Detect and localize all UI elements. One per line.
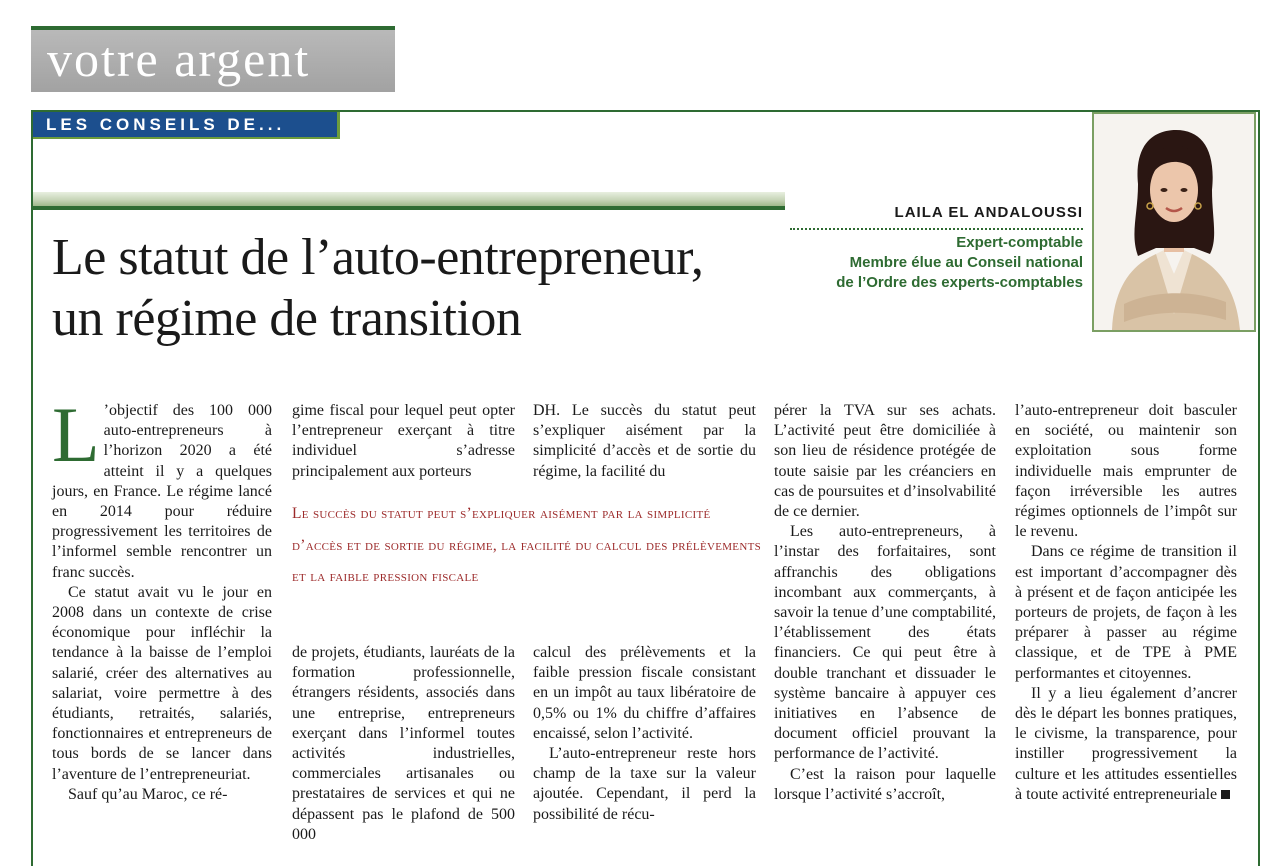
paragraph: gime fiscal pour lequel peut opter l’entrepreneur exerçant à titre individuel s’adresse principalement aux porteurs bbox=[292, 402, 515, 480]
paragraph: calcul des prélèvements et la faible pression fiscale consistant en un impôt au taux libératoire de 0,5% ou 1% du chiffre d’affaires encaissé, selon l’activité. bbox=[533, 644, 756, 742]
author-role bbox=[760, 233, 1083, 293]
author-role-line: Expert-comptable bbox=[956, 234, 1083, 251]
paragraph: de projets, étudiants, lauréats de la formation professionnelle, étrangers résidents, associés dans une entreprise, entrepreneurs exerçant dans l’informel toutes activités industrielles, commerciales artisanales ou prestataires de services et qui ne dépassent pas le plafond de 500 000 bbox=[292, 644, 515, 843]
article-column-5 bbox=[1015, 401, 1237, 805]
paragraph: Les auto-entrepreneurs, à l’instar des forfaitaires, sont affranchis des obligations incombant aux commerçants, à savoir la tenue d’une comptabilité, l’établissement des états financiers. Ce qui peut être à double tranchant et dissuader le système bancaire à appuyer ces initiatives en l’absence de document officiel prouvant la performance de l’activité. bbox=[774, 523, 996, 763]
decorative-rule-bar bbox=[33, 192, 785, 210]
section-banner bbox=[31, 26, 395, 92]
section-tag-label: LES CONSEILS DE... bbox=[46, 115, 286, 134]
section-tag bbox=[33, 112, 340, 139]
author-dotted-divider bbox=[790, 228, 1083, 230]
paragraph: pérer la TVA sur ses achats. L’activité peut être domiciliée à son lieu de résidence protégée de toute saisie par les créanciers en cas de poursuites et d’insolvabilité de ce dernier. bbox=[774, 402, 996, 521]
portrait-illustration bbox=[1094, 114, 1254, 330]
square-end-mark-icon bbox=[1221, 790, 1230, 799]
headline-line: un régime de transition bbox=[52, 290, 522, 347]
pull-quote: Le succès du statut peut s’expliquer aisément par la simplicité d’accès et de sortie du régime, la facilité du calcul des prélèvements et la faible pression fiscale bbox=[292, 505, 762, 585]
paragraph: DH. Le succès du statut peut s’expliquer aisément par la simplicité d’accès et de sortie du régime, la facilité du bbox=[533, 402, 756, 480]
article-column-2-top bbox=[292, 401, 515, 482]
paragraph-text: Il y a lieu également d’ancrer dès le départ les bonnes pratiques, le civisme, la transparence, pour instiller progressivement la culture et les attitudes essentielles à toute activité entrepreneuriale bbox=[1015, 684, 1237, 803]
paragraph bbox=[1015, 684, 1237, 805]
author-portrait-photo bbox=[1092, 112, 1256, 332]
article-column-1 bbox=[52, 391, 272, 805]
author-role-line: de l’Ordre des experts-comptables bbox=[836, 274, 1083, 291]
headline-line: Le statut de l’auto-entrepreneur, bbox=[52, 229, 704, 286]
paragraph: Ce statut avait vu le jour en 2008 dans un contexte de crise économique pour infléchir la tendance à la baisse de l’emploi salarié, créer des alternatives au salariat, voire permettre à des étudiants, retraités, salariés, fonctionnaires et entrepreneurs de tous bords de se lancer dans l’aventure de l’entrepreneuriat. bbox=[52, 583, 272, 783]
section-banner-title: votre argent bbox=[47, 31, 311, 87]
article-column-4 bbox=[774, 401, 996, 805]
article-column-3-bottom bbox=[533, 643, 756, 825]
author-role-line: Membre élue au Conseil national bbox=[849, 254, 1083, 271]
paragraph: Dans ce régime de transition il est important d’accompagner dès à présent et de façon anticipée les porteurs de projets, de façon à les préparer à passer au régime classique, et de TPE à PME performantes et citoyennes. bbox=[1015, 543, 1237, 682]
paragraph: l’auto-entrepreneur doit basculer en société, ou maintenir son exploitation sous forme individuelle mais emprunter de façon irréversible les autres régimes optionnels de l’impôt sur le revenu. bbox=[1015, 402, 1237, 541]
drop-cap: L bbox=[52, 391, 100, 478]
article-headline bbox=[52, 227, 772, 349]
paragraph: Sauf qu’au Maroc, ce ré- bbox=[68, 785, 228, 803]
paragraph: ’objectif des 100 000 auto-entrepreneurs à l’horizon 2020 a été atteint il y a quelques jours, en France. Le régime lancé en 2014 pour réduire progressivement les territoires de l’informel semble rencontrer un franc succès. bbox=[52, 402, 272, 581]
article-column-3-top bbox=[533, 401, 756, 482]
paragraph: L’auto-entrepreneur reste hors champ de la taxe sur la valeur ajoutée. Cependant, il perd la possibilité de récu- bbox=[533, 745, 756, 823]
article-column-2-bottom bbox=[292, 643, 515, 845]
author-name: LAILA EL ANDALOUSSI bbox=[894, 204, 1083, 221]
paragraph: C’est la raison pour laquelle lorsque l’activité s’accroît, bbox=[774, 765, 996, 803]
